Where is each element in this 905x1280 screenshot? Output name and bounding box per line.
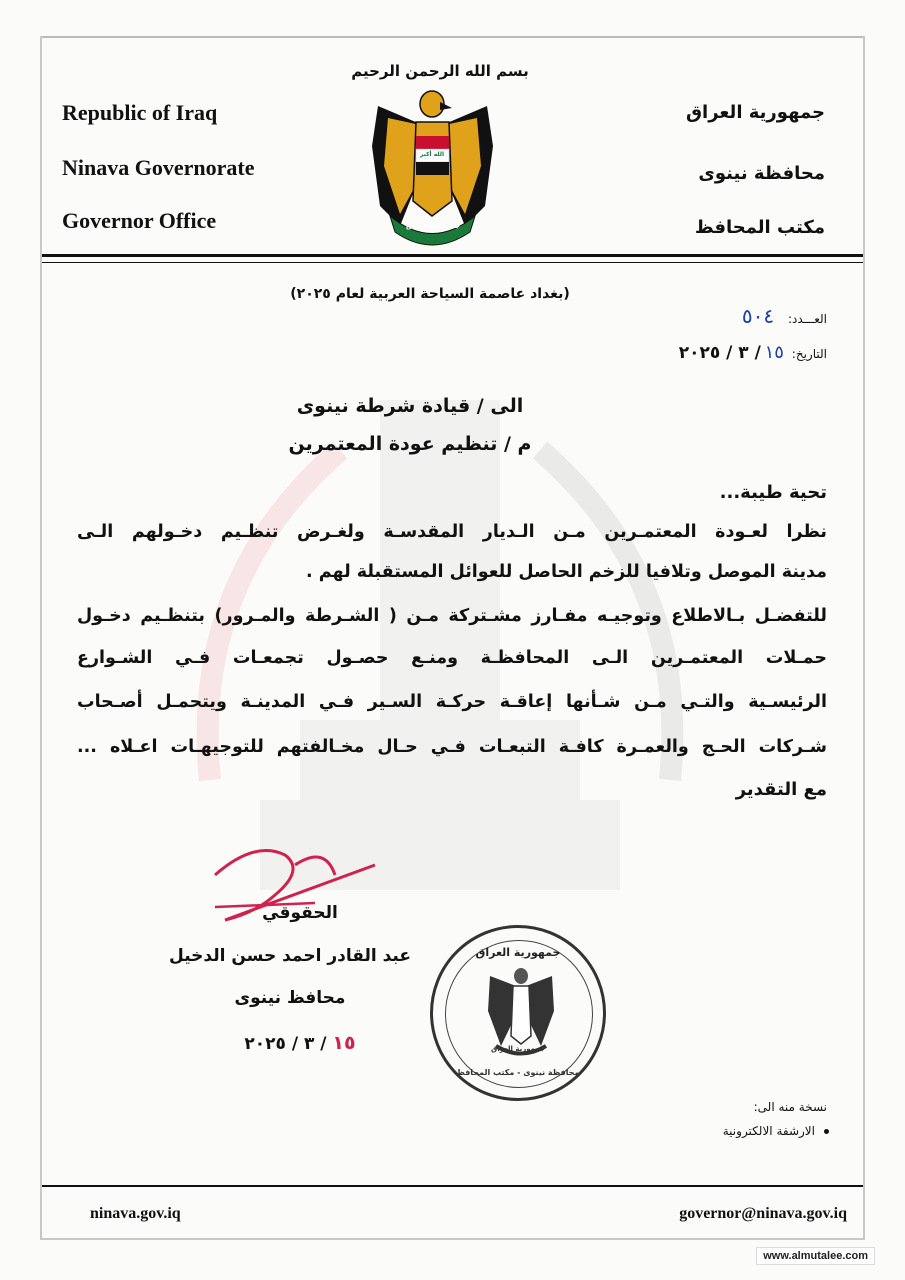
header-en-governorate: Ninava Governorate [62,155,255,180]
header-rule-thick [42,254,863,257]
cc-bullet-icon [824,1129,829,1134]
reference-number-label: العـــدد: [787,312,827,326]
reference-number-row [742,304,827,328]
cc-label: نسخة منه الى: [753,1100,827,1114]
body-line-3: للتفضـل بـالاطلاع وتوجيـه مفـارز مشـتركة مـن ( الشـرطة والمـرور) بتنظـيم دخـول [77,606,827,626]
frame-right-border [863,36,865,1240]
header-en-country: Republic of Iraq [62,100,218,125]
signatory-date-day: ١٥ [332,1032,356,1054]
reference-date-day: ١٥ [764,342,784,363]
seal-emblem-text: جمهورية العراق [490,1045,546,1053]
header-ar-country: جمهورية العراق [685,102,825,123]
body-line-2: مدينة الموصل وتلافيا للزخم الحاصل للعوائل المستقبلة لهم . [306,562,827,582]
cc-item: الارشفة الالكترونية [722,1124,815,1138]
reference-date-rest: / ٣ / ٢٠٢٥ [678,343,761,363]
seal-top-text: جمهورية العراق [475,946,561,959]
site-watermark-label: www.almutalee.com [756,1247,875,1265]
greeting: تحية طيبة... [719,482,827,503]
header-ar-office: مكتب المحافظ [694,217,825,238]
header-en-office: Governor Office [62,208,217,233]
body-line-4: حمـلات المعتمـرين الـى المحافظـة ومنـع حصـول تجمعـات فـي الشـوارع [77,648,827,668]
frame-bottom-border [40,1238,865,1240]
signatory-date [205,1032,395,1054]
official-seal [430,925,606,1101]
signatory-date-rest: / ٣ / ٢٠٢٥ [244,1034,327,1054]
footer-website: ninava.gov.iq [90,1205,181,1222]
closing: مع التقدير [735,779,827,800]
signatory-position: محافظ نينوى [234,988,346,1008]
addressee-to: الى / قيادة شرطة نينوى [296,395,524,417]
footer-rule [42,1185,863,1187]
reference-number-value: ٥٠٤ [741,304,775,328]
signatory-title: الحقوقي [262,903,338,923]
body-line-5: الرئيسـية والتـي مـن شـأنها إعاقـة حركـة السـير فـي المدينـة ويتحمـل أصـحاب [77,692,827,712]
emblem-scroll-text: جمهورية العراق [405,222,461,230]
header-ar-governorate: محافظة نينوى [698,163,825,184]
motto: (بغداد عاصمة السياحة العربية لعام ٢٠٢٥) [290,286,570,302]
seal-bottom-text: محافظة نينوى - مكتب المحافظ [456,1068,580,1077]
frame-left-border [40,36,42,1240]
header-rule-thin [42,262,863,263]
reference-date-label: التاريخ: [791,347,827,361]
signatory-name: عبد القادر احمد حسن الدخيل [169,946,411,966]
basmala: بسم الله الرحمن الرحيم [351,62,529,80]
body-line-1: نظرا لعـودة المعتمـرين مـن الـديار المقدسـة ولغـرض تنظـيم دخـولهم الـى [77,522,827,542]
footer-email: governor@ninava.gov.iq [679,1205,847,1222]
subject-line: م / تنظيم عودة المعتمرين [288,433,532,455]
emblem-flag-text: الله أكبر [419,151,445,158]
frame-top-border [40,36,865,38]
body-line-6: شـركات الحـج والعمـرة كافـة التبعـات فـي حـال مخـالفتهم للتوجيهـات اعـلاه ... [77,737,827,757]
reference-date-row [679,342,827,363]
